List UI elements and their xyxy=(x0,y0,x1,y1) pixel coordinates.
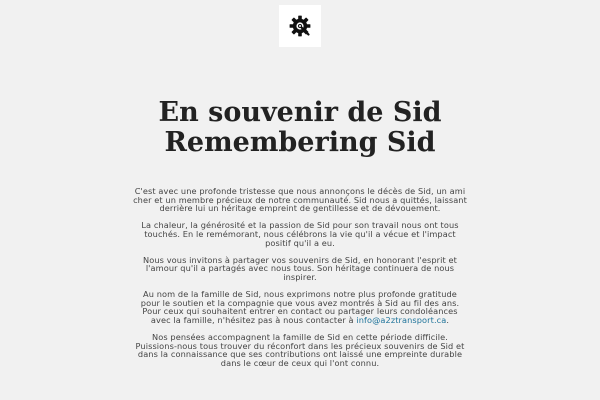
message-paragraph-2: La chaleur, la générosité et la passion de Sid pour son travail nous ont tous touchés. En le remémorant, nous célébrons la vie qu'il a vécue et l'impact positif qu'il a eu. xyxy=(141,220,459,248)
site-logo xyxy=(279,5,321,47)
memorial-message xyxy=(133,187,467,376)
message-paragraph-5: Nos pensées accompagnent la famille de Sid en cette période difficile. Puissions-nous tous trouver du réconfort dans les précieux souvenirs de Sid et dans la connaissance que ses contributions ont laissé une empreinte durable dans le cœur de ceux qui l'ont connu. xyxy=(135,332,465,368)
message-paragraph-1: C'est avec une profonde tristesse que nous annonçons le décès de Sid, un ami cher et un membre précieux de notre communauté. Sid nous a quittés, laissant derrière lui un héritage empreint de gentillesse et de dévouement. xyxy=(133,186,467,214)
gear-wrench-icon xyxy=(288,14,312,38)
contact-text-end: . xyxy=(446,314,450,325)
page-title xyxy=(0,98,600,158)
contact-text: Au nom de la famille de Sid, nous exprimons notre plus profonde gratitude pour le soutien et la compagnie que vous avez montrés à Sid au fil des ans. Pour ceux qui souhaitent entrer en contact ou partager leurs condoléances avec la famille, n'hésitez pas à nous contacter à xyxy=(140,289,460,325)
message-paragraph-4 xyxy=(133,290,467,324)
title-english: Remembering Sid xyxy=(164,127,436,158)
contact-email-link[interactable]: info@a2ztransport.ca xyxy=(356,314,447,325)
message-paragraph-3: Nous vous invitons à partager vos souvenirs de Sid, en honorant l'esprit et l'amour qu'il a partagés avec nous tous. Son héritage continuera de nous inspirer. xyxy=(143,254,457,282)
title-french: En souvenir de Sid xyxy=(158,97,442,128)
